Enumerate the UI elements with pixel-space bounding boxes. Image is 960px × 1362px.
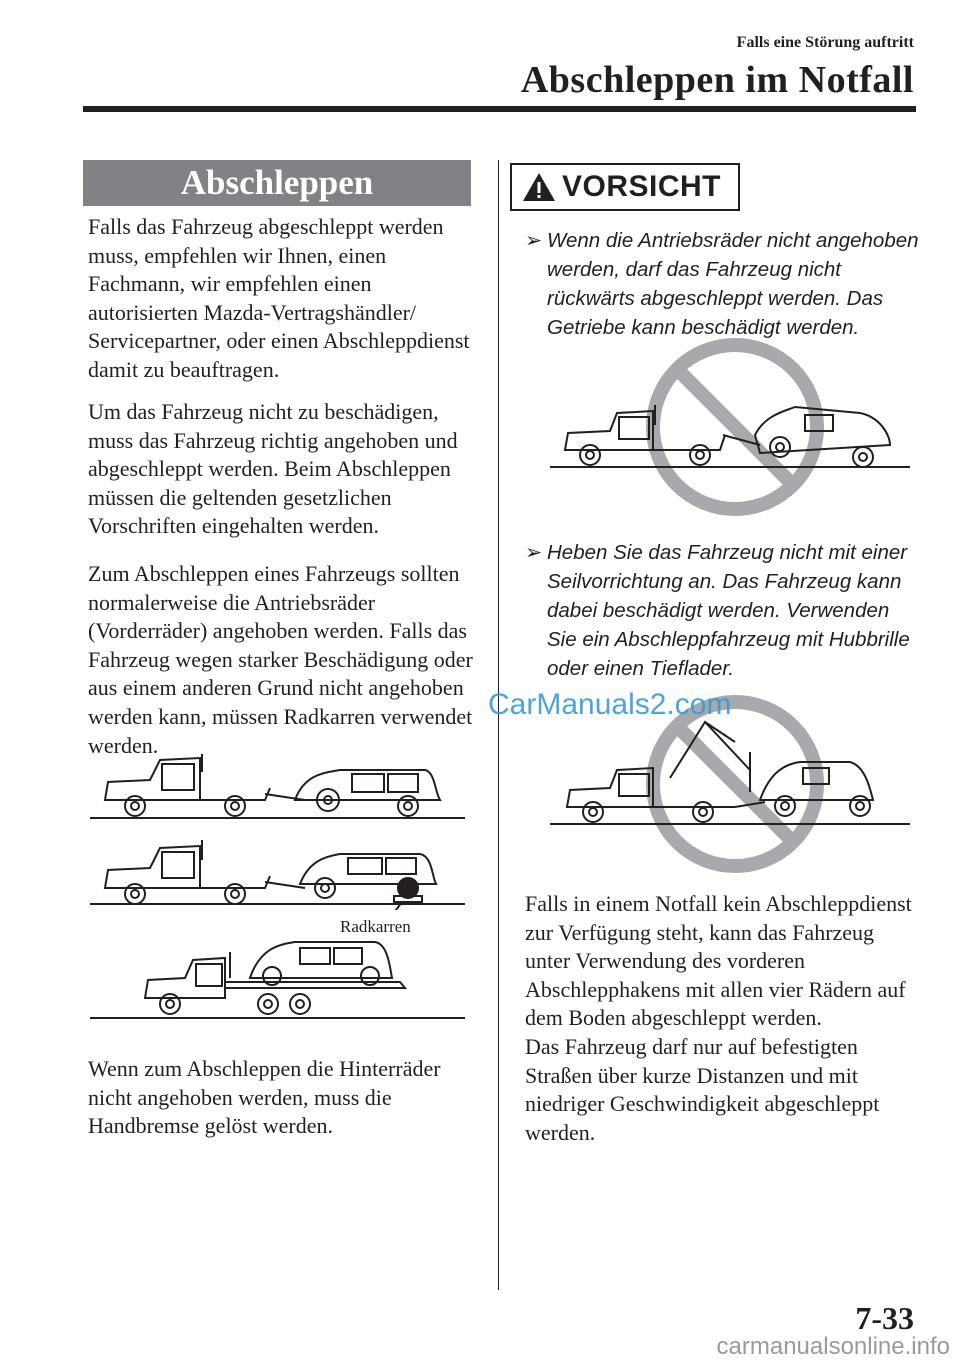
figure-flatbed-tow xyxy=(90,938,470,1024)
caution-label: VORSICHT xyxy=(562,170,722,203)
paragraph-damage: Um das Fahrzeug nicht zu beschädigen, muss das Fahrzeug richtig angehoben und abgeschleppt werden. Beim Abschleppen müssen die geltenden gesetzlichen Vorschriften eingehalten werden. xyxy=(88,399,458,539)
caution-bullet-reverse xyxy=(525,226,920,342)
page-number: 7-33 xyxy=(855,1300,914,1336)
figure-label-dollies: Radkarren xyxy=(340,917,411,936)
section-title: Abschleppen xyxy=(83,160,471,206)
header-chapter: Falls eine Störung auftritt xyxy=(736,34,914,51)
figure-tow-with-dollies xyxy=(90,838,470,910)
header-rule xyxy=(83,106,916,112)
figure-wheel-lift-tow xyxy=(90,752,470,824)
paragraph-emergency-tow: Falls in einem Notfall kein Abschleppdienst zur Verfügung steht, kann das Fahrzeug unter Verwendung des vorderen Abschlepphakens mit allen vier Rädern auf dem Boden abgeschleppt werden. Das Fahrzeug darf nur auf befestigten Straßen über kurze Distanzen und mit niedriger Geschwindigkeit abgeschleppt werden. xyxy=(525,891,912,1145)
caution-bullet-sling xyxy=(525,538,920,683)
column-divider xyxy=(498,160,499,1290)
footer-watermark: carmanualsonline.info xyxy=(716,1333,950,1360)
bullet-marker: ➢ xyxy=(525,229,543,252)
bullet-text: Heben Sie das Fahrzeug nicht mit einer Seilvorrichtung an. Das Fahrzeug kann dabei beschädigt werden. Verwenden Sie ein Abschleppfahrzeug mit Hubbrille oder einen Tieflader. xyxy=(547,541,910,680)
header-title: Abschleppen im Notfall xyxy=(520,59,914,101)
caution-box xyxy=(510,163,740,211)
bullet-marker: ➢ xyxy=(525,541,543,564)
watermark-logo: CarManuals2.com xyxy=(488,688,732,721)
bullet-text: Wenn die Antriebsräder nicht angehoben werden, darf das Fahrzeug nicht rückwärts abgeschleppt werden. Das Getriebe kann beschädigt werden. xyxy=(547,229,919,339)
paragraph-intro: Falls das Fahrzeug abgeschleppt werden muss, empfehlen wir Ihnen, einen Fachmann, wir empfehlen einen autorisierten Mazda-Vertragshändler/ Servicepartner, oder einen Abschleppdienst damit zu beauftragen. xyxy=(88,214,470,382)
warning-triangle-icon xyxy=(522,172,556,202)
figure-prohibited-reverse-tow xyxy=(545,335,915,520)
paragraph-drive-wheels: Zum Abschleppen eines Fahrzeugs sollten normalerweise die Antriebsräder (Vorderräder) angehoben werden. Falls das Fahrzeug wegen starker Beschädigung oder aus einem anderen Grund nicht angehoben werden kann, müssen Radkarren verwendet werden. xyxy=(88,561,473,758)
paragraph-handbrake: Wenn zum Abschleppen die Hinterräder nicht angehoben werden, muss die Handbremse gelöst werden. xyxy=(88,1056,441,1139)
